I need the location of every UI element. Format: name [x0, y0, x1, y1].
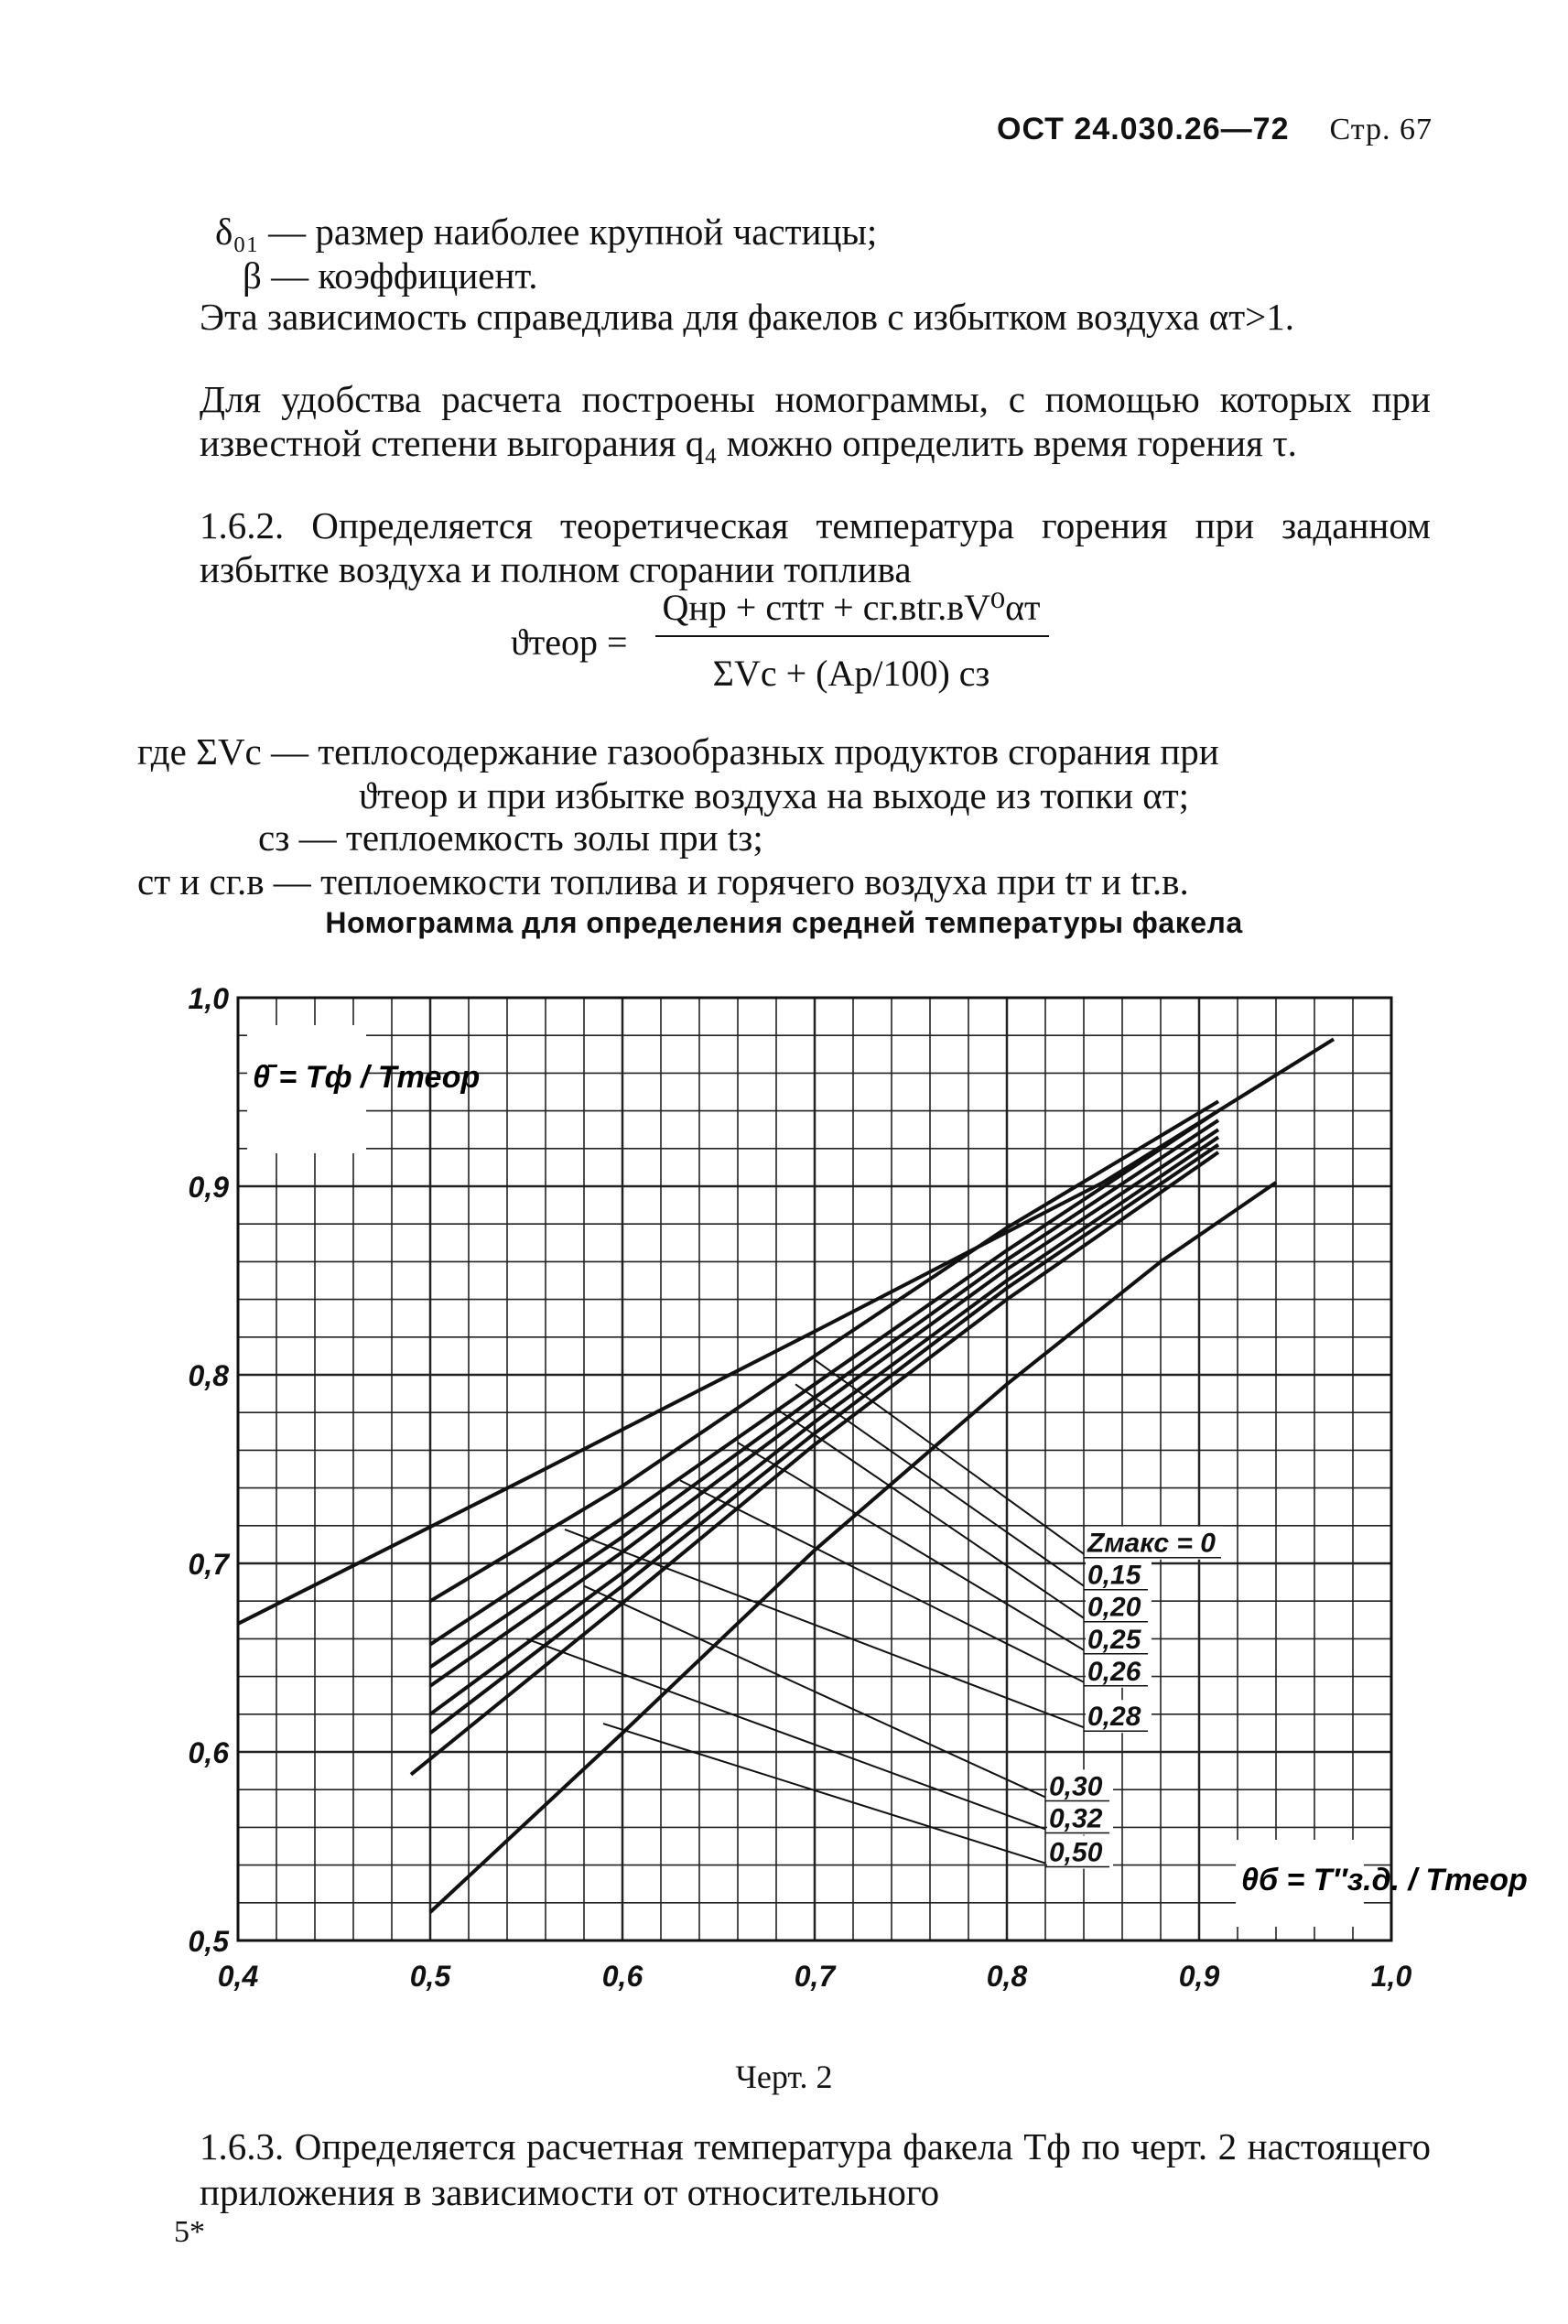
document-header	[997, 112, 1433, 147]
leader-label-7: 0,32	[1049, 1803, 1103, 1834]
nomogram-chart	[165, 970, 1528, 2023]
leader-line-8	[603, 1724, 1045, 1863]
def-ct-text: теплоемкости топлива и горячего воздуха при tт и tг.в.	[320, 860, 1189, 903]
leader-line-7	[526, 1638, 1045, 1829]
y-tick-label-0: 0,5	[188, 1925, 229, 1958]
figure-caption: Черт. 2	[735, 2059, 833, 2095]
formula-denominator: ΣVс + (Aр/100) cз	[712, 653, 990, 694]
y-tick-label-3: 0,8	[188, 1359, 229, 1392]
def-sum-vc-sym: где ΣVс —	[137, 730, 309, 773]
def-c3-sym: cз —	[258, 816, 337, 859]
chart-title: Номограмма для определения средней температуры факела	[325, 906, 1243, 939]
formula-numerator: Qнр + cтtт + cг.вtг.вV⁰αт	[662, 587, 1041, 628]
leader-label-0: Zмакс = 0	[1087, 1528, 1216, 1559]
def-ct-sym: cт и cг.в —	[137, 860, 311, 903]
leader-line-1	[795, 1384, 1084, 1585]
leader-line-3	[738, 1443, 1084, 1650]
leader-line-0	[815, 1360, 1084, 1554]
y-tick-label-2: 0,7	[188, 1548, 229, 1581]
leader-label-3: 0,25	[1087, 1624, 1141, 1655]
x-axis-label: θб = T″з.д. / Tтеор	[1241, 1863, 1528, 1897]
leader-label-6: 0,30	[1049, 1771, 1103, 1802]
def-sum-vc-text: теплосодержание газообразных продуктов сгорания при	[318, 730, 1219, 773]
formula-lhs: ϑтеор =	[511, 622, 628, 663]
x-tick-label-2: 0,6	[601, 1960, 643, 1993]
page-number: Стр. 67	[1329, 113, 1433, 146]
leader-label-8: 0,50	[1049, 1837, 1103, 1868]
paragraph-air-excess: Эта зависимость справедлива для факелов с избытком воздуха αт>1.	[200, 296, 1295, 338]
paragraph-1-6-3: 1.6.3. Определяется расчетная температура факела Tф по черт. 2 настоящего приложения в зависимости от относительного	[200, 2125, 1431, 2213]
chart-leaders	[526, 1360, 1223, 1869]
y-tick-label-4: 0,9	[188, 1171, 229, 1204]
leader-label-5: 0,28	[1087, 1702, 1141, 1733]
paragraph-nomograms: Для удобства расчета построены номограммы, с помощью которых при известной степени выгорания q₄ можно определить время горения τ.	[200, 378, 1431, 464]
fraction-bar	[655, 635, 1049, 637]
y-axis-label: θ̄ = Tф / Tтеор	[253, 1060, 481, 1095]
x-tick-label-0: 0,4	[217, 1960, 259, 1993]
y-tick-label-1: 0,6	[188, 1736, 229, 1769]
x-tick-label-1: 0,5	[409, 1960, 451, 1993]
x-tick-label-4: 0,8	[986, 1960, 1028, 1993]
footer-signature: 5*	[174, 2215, 205, 2249]
x-tick-label-3: 0,7	[794, 1960, 836, 1993]
doc-number: ОСТ 24.030.26—72	[997, 112, 1290, 146]
x-tick-label-6: 1,0	[1370, 1960, 1412, 1993]
x-tick-label-5: 0,9	[1178, 1960, 1220, 1993]
def-c3-text: теплоемкость золы при tз;	[345, 816, 763, 859]
leader-label-4: 0,26	[1087, 1656, 1141, 1687]
def-delta01: δ₀₁ — размер наиболее крупной частицы;	[215, 211, 878, 253]
leader-label-1: 0,15	[1087, 1560, 1141, 1591]
paragraph-1-6-2: 1.6.2. Определяется теоретическая температура горения при заданном избытке воздуха и полном сгорании топлива	[200, 504, 1431, 590]
y-tick-label-5: 1,0	[188, 982, 229, 1015]
def-beta: β — коэффициент.	[243, 254, 538, 297]
leader-label-2: 0,20	[1087, 1592, 1141, 1623]
def-sum-vc-text-cont: ϑтеор и при избытке воздуха на выходе из топки αт;	[359, 774, 1190, 816]
